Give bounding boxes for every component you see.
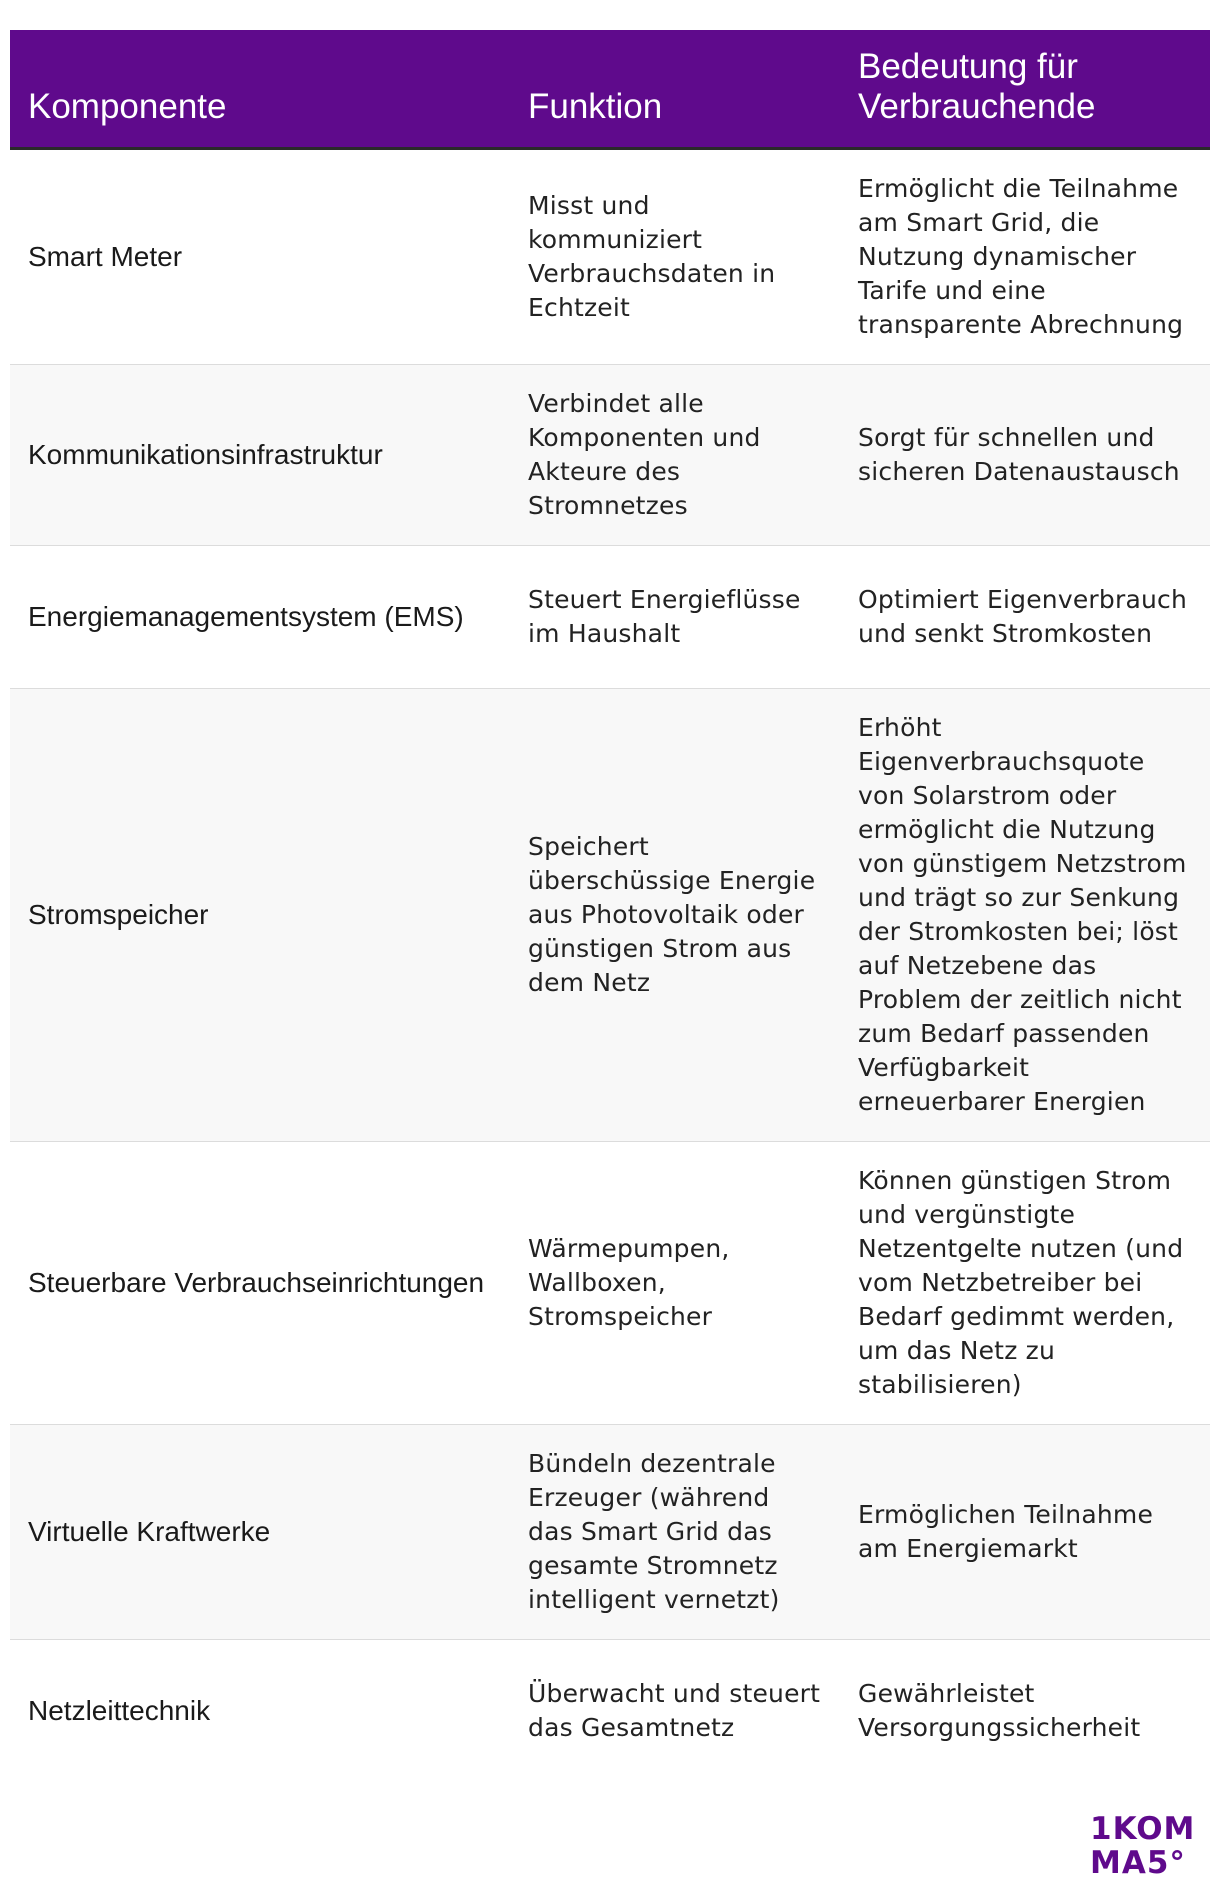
function-cell: Bündeln dezentrale Erzeuger (während das Smart Grid das gesamte Stromnetz intelligent vernetzt) (528, 1449, 780, 1614)
table-row (10, 1425, 1210, 1640)
table-row (10, 1640, 1210, 1783)
logo-line-1: 1KOM (1090, 1811, 1196, 1847)
table-row (10, 1142, 1210, 1425)
header-row (10, 30, 1210, 149)
table-header (10, 30, 1210, 149)
meaning-cell: Ermöglicht die Teilnahme am Smart Grid, die Nutzung dynamischer Tarife und eine transparente Abrechnung (858, 174, 1184, 339)
meaning-cell: Ermöglichen Teilnahme am Energiemarkt (858, 1500, 1154, 1563)
component-cell: Kommunikationsinfrastruktur (28, 439, 383, 470)
function-cell: Misst und kommuniziert Verbrauchsdaten in Echtzeit (528, 191, 776, 322)
component-table (10, 30, 1210, 1783)
meaning-cell: Optimiert Eigenverbrauch und senkt Stromkosten (858, 585, 1187, 648)
component-cell: Stromspeicher (28, 899, 209, 930)
table-row (10, 149, 1210, 365)
component-cell: Energiemanagementsystem (EMS) (28, 601, 464, 632)
meaning-cell: Können günstigen Strom und vergünstigte Netzentgelte nutzen (und vom Netzbetreiber bei Bedarf gedimmt werden, um das Netz zu stabilisieren) (858, 1166, 1184, 1399)
table-body (10, 149, 1210, 1783)
header-komponente: Komponente (28, 87, 227, 126)
header-bedeutung: Bedeutung für Verbrauchende (858, 47, 1096, 126)
header-funktion: Funktion (528, 87, 663, 126)
function-cell: Verbindet alle Komponenten und Akteure des Stromnetzes (528, 389, 761, 520)
table-row (10, 546, 1210, 689)
meaning-cell: Gewährleistet Versorgungssicherheit (858, 1679, 1141, 1743)
function-cell: Überwacht und steuert das Gesamtnetz (528, 1679, 821, 1743)
component-cell: Netzleittechnik (28, 1695, 211, 1727)
function-cell: Speichert überschüssige Energie aus Photovoltaik oder günstigen Strom aus dem Netz (528, 832, 816, 997)
table-row (10, 689, 1210, 1142)
component-cell: Steuerbare Verbrauchseinrichtungen (28, 1267, 485, 1298)
meaning-cell: Erhöht Eigenverbrauchsquote von Solarstrom oder ermöglicht die Nutzung von günstigem Netzstrom und trägt so zur Senkung der Stromkosten bei; löst auf Netzebene das Problem der zeitlich nicht zum Bedarf passenden Verfügbarkeit erneuerbarer Energien (858, 713, 1187, 1116)
component-cell: Smart Meter (28, 241, 183, 272)
meaning-cell: Sorgt für schnellen und sicheren Datenaustausch (858, 423, 1180, 486)
table-row (10, 365, 1210, 546)
function-cell: Steuert Energieflüsse im Haushalt (528, 585, 801, 648)
function-cell: Wärmepumpen, Wallboxen, Stromspeicher (528, 1234, 730, 1331)
component-table-container (10, 30, 1210, 1783)
brand-logo (1090, 1812, 1200, 1880)
component-cell: Virtuelle Kraftwerke (28, 1516, 271, 1547)
logo-line-2: MA5° (1090, 1845, 1186, 1881)
